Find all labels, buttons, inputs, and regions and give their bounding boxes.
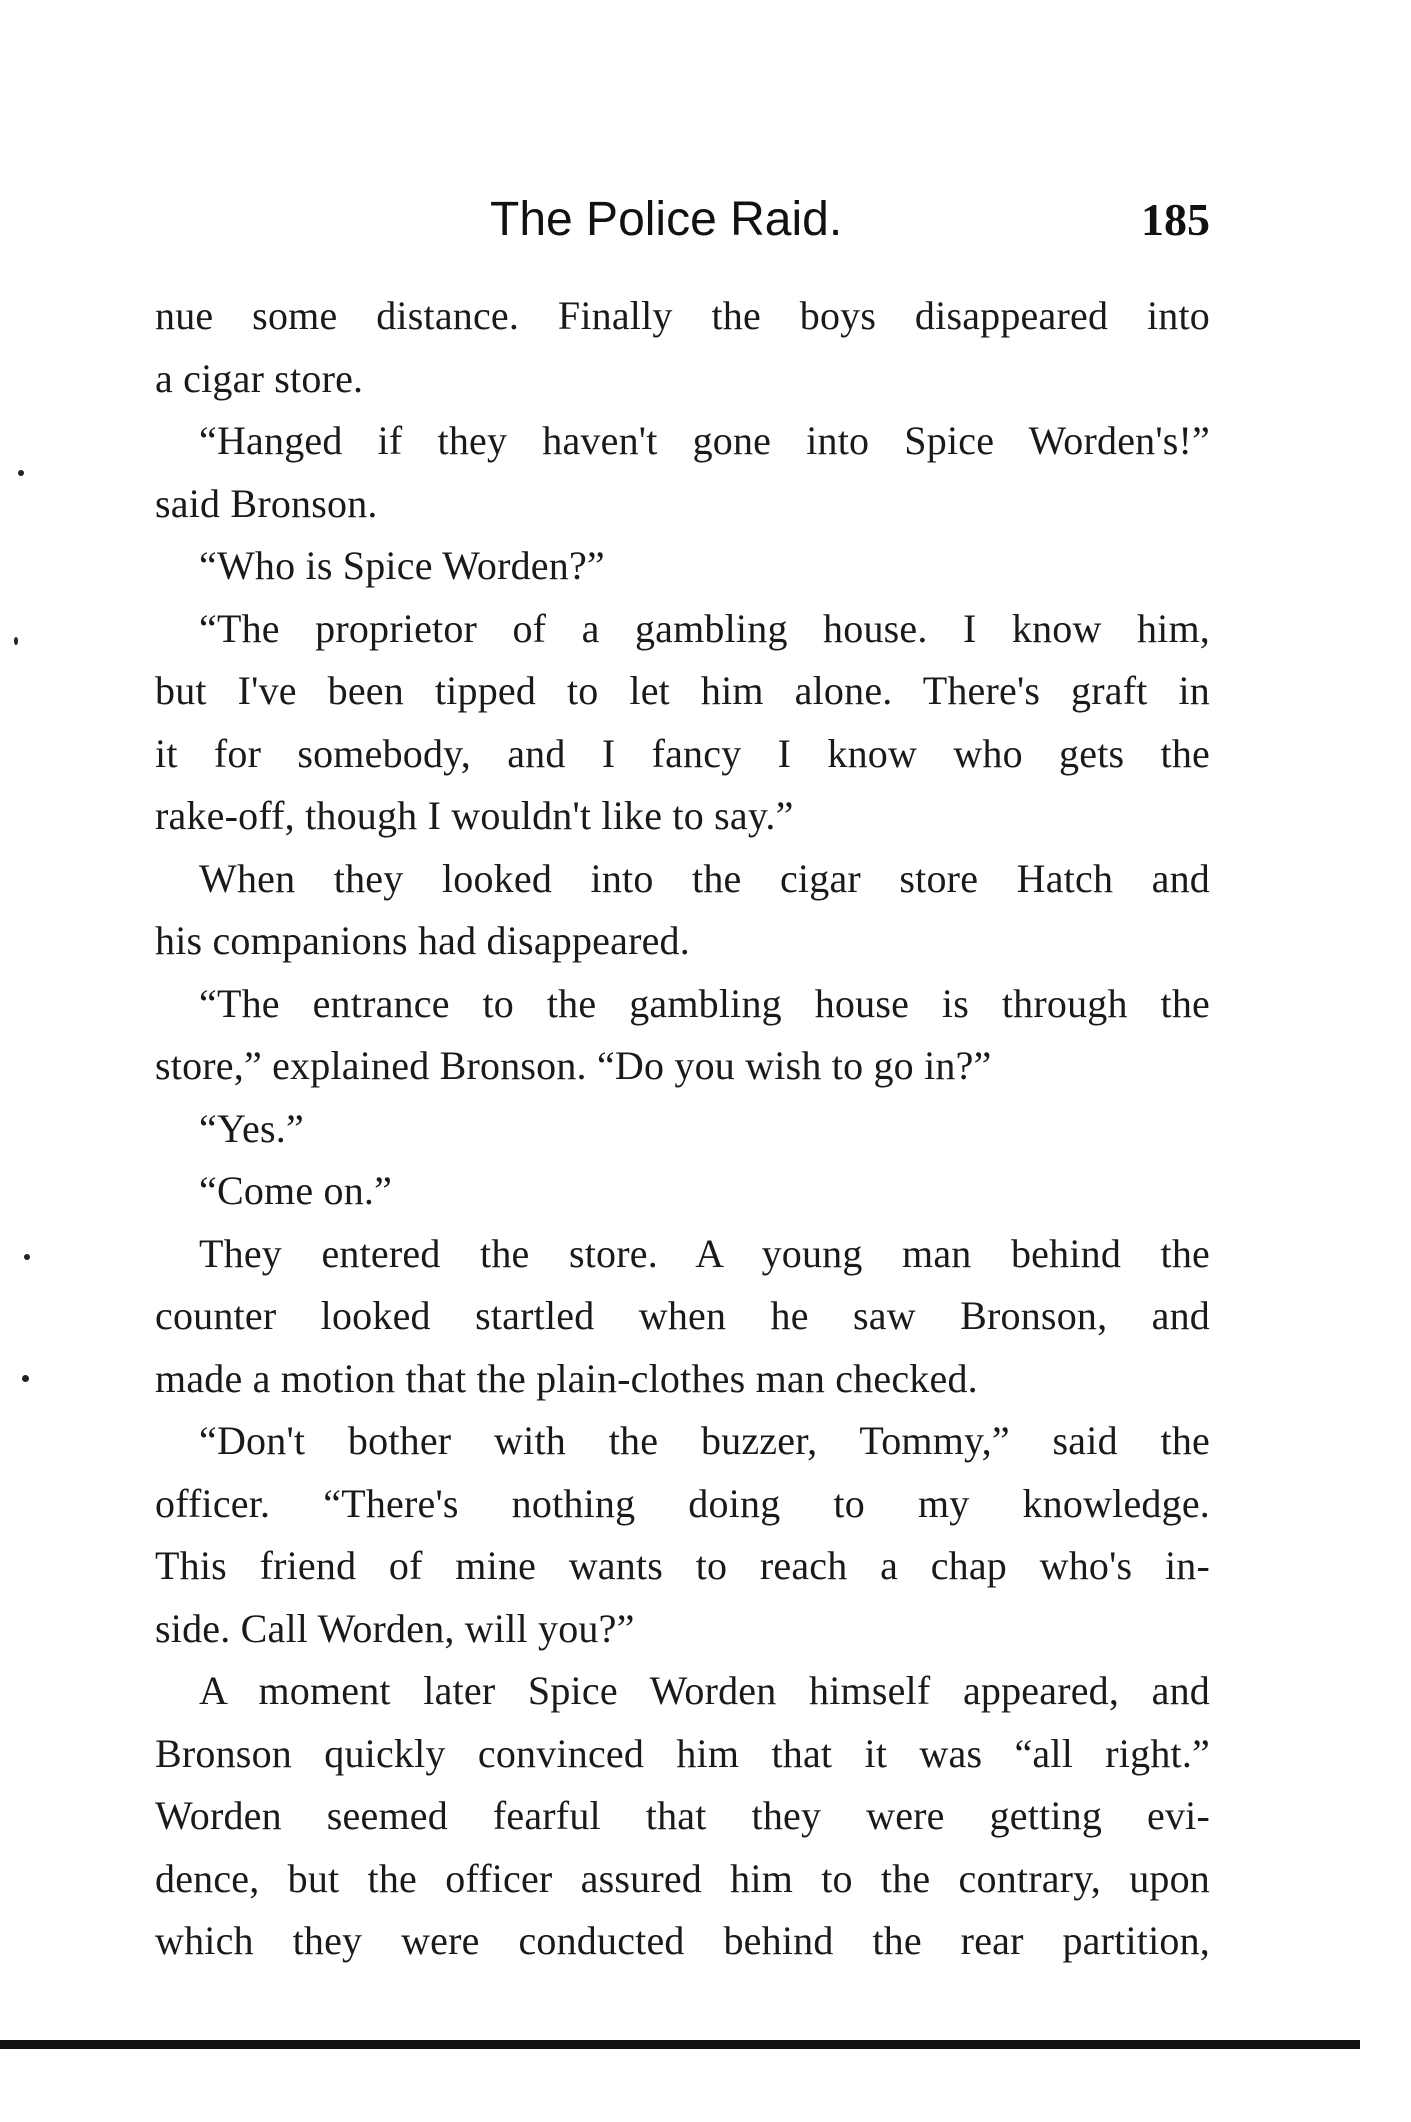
- text-line: which they were conducted behind the rear partition,: [155, 1918, 1210, 1963]
- text-line: officer. “There's nothing doing to my knowledge.: [155, 1480, 1210, 1526]
- text-line: Worden seemed fearful that they were getting evi-: [155, 1793, 1210, 1838]
- text-line: rake-off, though I wouldn't like to say.”: [155, 793, 794, 838]
- margin-speck: [24, 1254, 30, 1260]
- body-text: [155, 285, 1210, 1973]
- text-line: it for somebody, and I fancy I know who gets the: [155, 730, 1210, 776]
- text-line: This friend of mine wants to reach a chap who's in-: [155, 1543, 1210, 1588]
- text-line: a cigar store.: [155, 355, 364, 401]
- text-line: his companions had disappeared.: [155, 918, 690, 963]
- text-line: “Who is Spice Worden?”: [199, 543, 605, 588]
- text-line: side. Call Worden, will you?”: [155, 1605, 635, 1651]
- text-line: A moment later Spice Worden himself appeared, and: [199, 1668, 1210, 1713]
- text-line: “The entrance to the gambling house is through the: [199, 980, 1210, 1026]
- margin-speck: [14, 637, 18, 645]
- running-title: The Police Raid.: [490, 193, 843, 246]
- text-line: “Yes.”: [199, 1105, 304, 1151]
- text-line: “Don't bother with the buzzer, Tommy,” said the: [199, 1418, 1210, 1463]
- text-line: said Bronson.: [155, 480, 378, 526]
- text-line: dence, but the officer assured him to the contrary, upon: [155, 1855, 1210, 1901]
- text-line: “The proprietor of a gambling house. I know him,: [199, 605, 1210, 651]
- text-line: “Hanged if they haven't gone into Spice Worden's!”: [199, 418, 1210, 463]
- text-line: nue some distance. Finally the boys disappeared into: [155, 293, 1210, 338]
- text-line: “Come on.”: [199, 1168, 393, 1213]
- text-line: but I've been tipped to let him alone. There's graft in: [155, 668, 1210, 713]
- bottom-rule: [0, 2040, 1360, 2049]
- page-header: [155, 185, 1210, 255]
- text-line: store,” explained Bronson. “Do you wish to go in?”: [155, 1043, 992, 1088]
- margin-speck: [22, 1375, 29, 1382]
- margin-speck: [18, 470, 24, 476]
- text-line: counter looked startled when he saw Bronson, and: [155, 1293, 1210, 1338]
- text-line: made a motion that the plain-clothes man checked.: [155, 1355, 978, 1401]
- page-number: 185: [1141, 194, 1210, 245]
- text-line: When they looked into the cigar store Hatch and: [199, 855, 1210, 901]
- text-line: Bronson quickly convinced him that it was “all right.”: [155, 1730, 1210, 1776]
- text-line: They entered the store. A young man behind the: [199, 1230, 1210, 1276]
